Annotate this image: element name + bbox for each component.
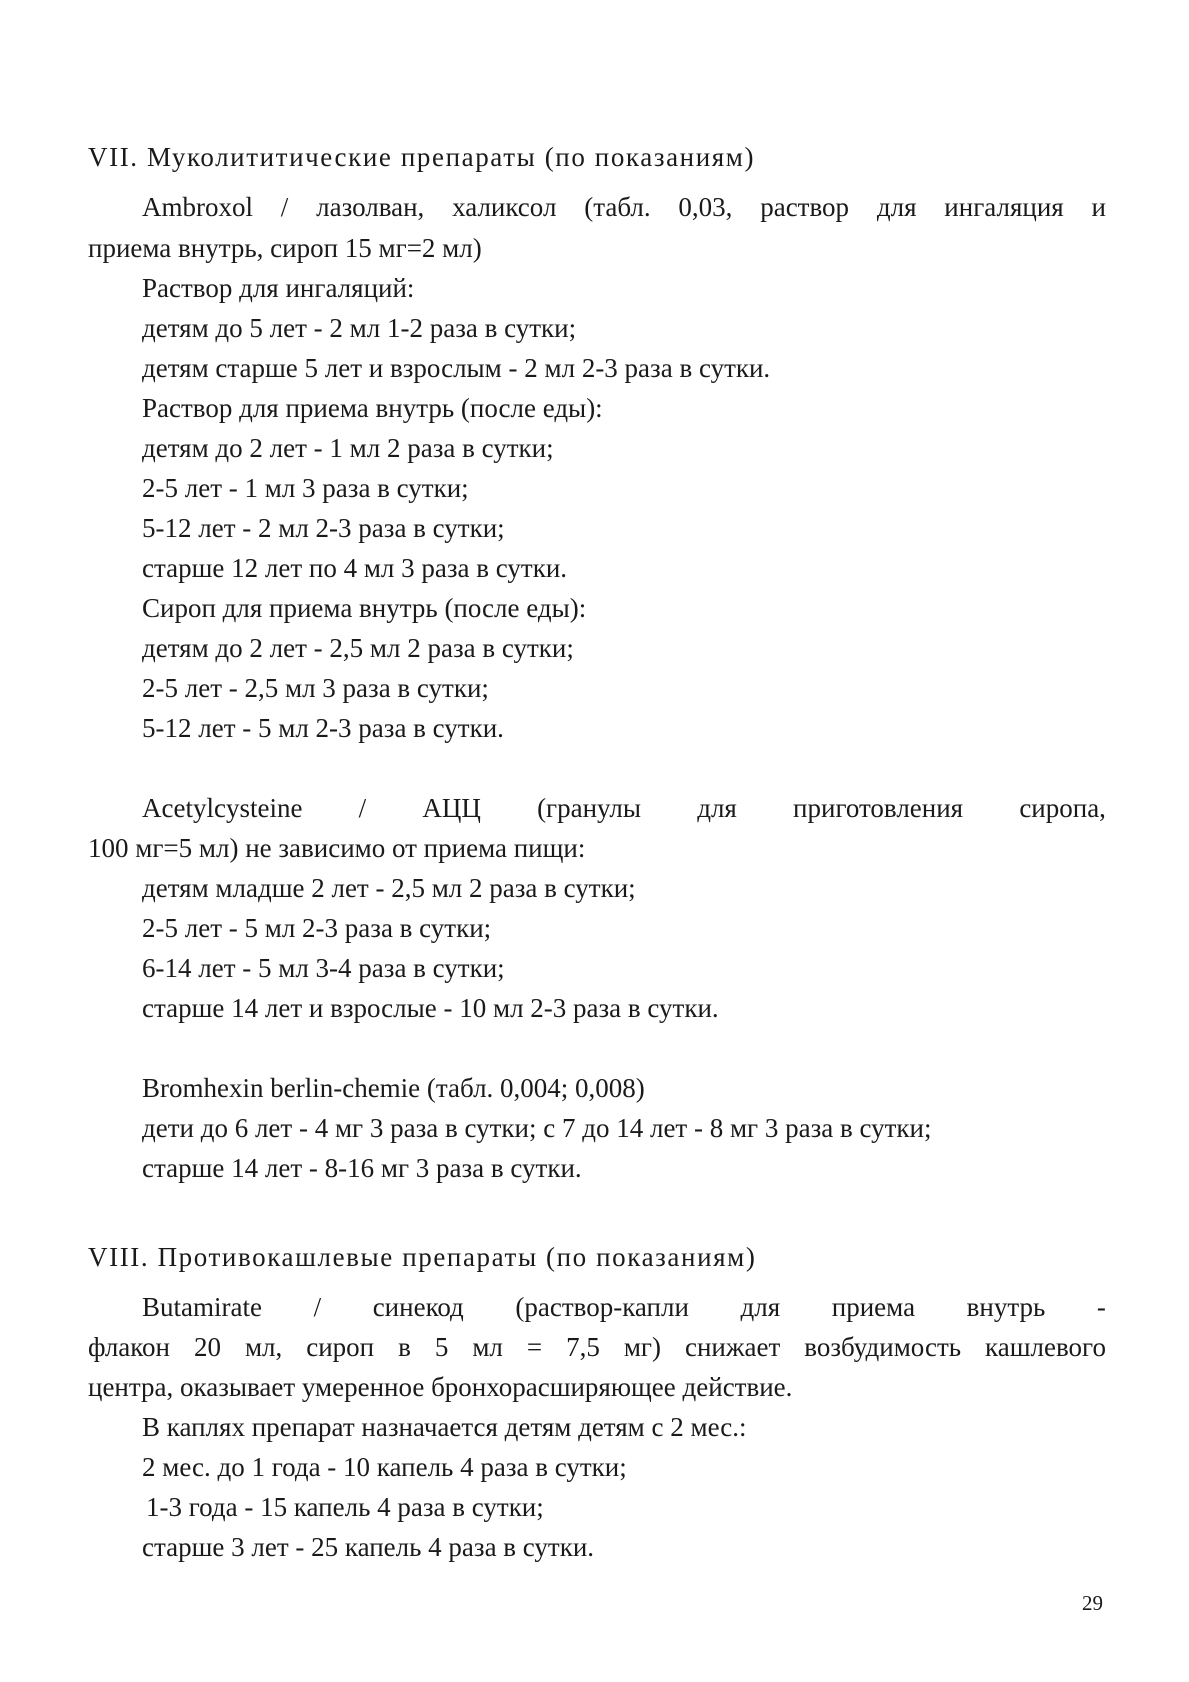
word: для — [697, 793, 737, 823]
word: для — [740, 1292, 781, 1322]
word: мл, — [244, 1332, 283, 1362]
ambroxol-inhal-1: детям до 5 лет - 2 мл 1-2 раза в сутки; — [142, 313, 577, 343]
page-number: 29 — [1082, 1591, 1103, 1615]
word: внутрь — [966, 1292, 1046, 1322]
ambroxol-oral-2: 2-5 лет - 1 мл 3 раза в сутки; — [142, 473, 469, 503]
word: / — [358, 793, 367, 823]
ambroxol-inhal-2: детям старше 5 лет и взрослым - 2 мл 2-3 раза в сутки. — [142, 353, 771, 383]
ambroxol-syrup-2: 2-5 лет - 2,5 мл 3 раза в сутки; — [142, 673, 489, 703]
ambroxol-oral-1: детям до 2 лет - 1 мл 2 раза в сутки; — [142, 433, 554, 463]
word: лазолван, — [316, 192, 425, 222]
word: 20 — [193, 1332, 221, 1362]
bromhexin-intro: Bromhexin berlin-chemie (табл. 0,004; 0,008) — [142, 1073, 645, 1103]
section-8-heading: VIII. Противокашлевые препараты (по показаниям) — [88, 1242, 757, 1272]
ambroxol-oral-3: 5-12 лет - 2 мл 2-3 раза в сутки; — [142, 513, 505, 543]
word: приготовления — [793, 793, 964, 823]
acc-intro-cont: 100 мг=5 мл) не зависимо от приема пищи: — [88, 833, 586, 863]
word: сиропа, — [1019, 793, 1106, 823]
word: мл — [472, 1332, 503, 1362]
acc-line-4: старше 14 лет и взрослые - 10 мл 2-3 раза в сутки. — [142, 993, 719, 1023]
ambroxol-intro-cont: приема внутрь, сироп 15 мг=2 мл) — [88, 233, 482, 263]
ambroxol-syrup-title: Сироп для приема внутрь (после еды): — [142, 593, 587, 623]
word: халиксол — [452, 192, 557, 222]
word: ингаляция — [944, 192, 1064, 222]
acc-line-2: 2-5 лет - 5 мл 2-3 раза в сутки; — [142, 913, 492, 943]
word: сироп — [306, 1332, 375, 1362]
word: 7,5 — [566, 1332, 600, 1362]
word: синекод — [372, 1292, 464, 1322]
word: снижает — [684, 1332, 781, 1362]
butamirate-drops-title: В каплях препарат назначается детям детям с 2 мес.: — [142, 1412, 747, 1442]
acc-line-3: 6-14 лет - 5 мл 3-4 раза в сутки; — [142, 953, 505, 983]
acc-line-1: детям младше 2 лет - 2,5 мл 2 раза в сутки; — [142, 873, 636, 903]
word: кашлевого — [985, 1332, 1106, 1362]
ambroxol-inhal-title: Раствор для ингаляций: — [142, 273, 415, 303]
bromhexin-line-2: старше 14 лет - 8-16 мг 3 раза в сутки. — [142, 1153, 582, 1183]
word: и — [1091, 192, 1106, 222]
ambroxol-oral-title: Раствор для приема внутрь (после еды): — [142, 393, 603, 423]
word: приема — [831, 1292, 916, 1322]
butamirate-drops-3: старше 3 лет - 25 капель 4 раза в сутки. — [142, 1532, 595, 1562]
word: / — [280, 192, 289, 222]
word: / — [313, 1292, 322, 1322]
section-7-heading: VII. Муколититические препараты (по показаниям) — [88, 142, 756, 172]
word: мг) — [623, 1332, 661, 1362]
word: Acetylcysteine — [142, 793, 303, 823]
butamirate-drops-2: 1-3 года - 15 капель 4 раза в сутки; — [146, 1492, 544, 1522]
ambroxol-intro — [142, 190, 1106, 224]
word: = — [526, 1332, 543, 1362]
bromhexin-line-1: дети до 6 лет - 4 мг 3 раза в сутки; с 7 до 14 лет - 8 мг 3 раза в сутки; — [142, 1113, 932, 1143]
word: АЦЦ — [422, 793, 481, 823]
word: (раствор-капли — [515, 1292, 689, 1322]
word: Ambroxol — [142, 192, 253, 222]
ambroxol-syrup-1: детям до 2 лет - 2,5 мл 2 раза в сутки; — [142, 633, 574, 663]
butamirate-intro — [142, 1290, 1106, 1324]
word: раствор — [760, 192, 850, 222]
word: в — [398, 1332, 411, 1362]
acc-intro — [142, 791, 1106, 825]
word: для — [876, 192, 917, 222]
word: Butamirate — [142, 1292, 262, 1322]
word: - — [1096, 1292, 1106, 1322]
word: возбудимость — [804, 1332, 962, 1362]
butamirate-cont-1 — [88, 1330, 1106, 1364]
word: (гранулы — [537, 793, 641, 823]
word: 5 — [434, 1332, 449, 1362]
word: (табл. — [584, 192, 651, 222]
word: 0,03, — [678, 192, 733, 222]
butamirate-cont-2: центра, оказывает умеренное бронхорасширяющее действие. — [88, 1372, 793, 1402]
ambroxol-syrup-3: 5-12 лет - 5 мл 2-3 раза в сутки. — [142, 713, 504, 743]
ambroxol-oral-4: старше 12 лет по 4 мл 3 раза в сутки. — [142, 553, 568, 583]
word: флакон — [88, 1332, 170, 1362]
butamirate-drops-1: 2 мес. до 1 года - 10 капель 4 раза в сутки; — [142, 1452, 627, 1482]
